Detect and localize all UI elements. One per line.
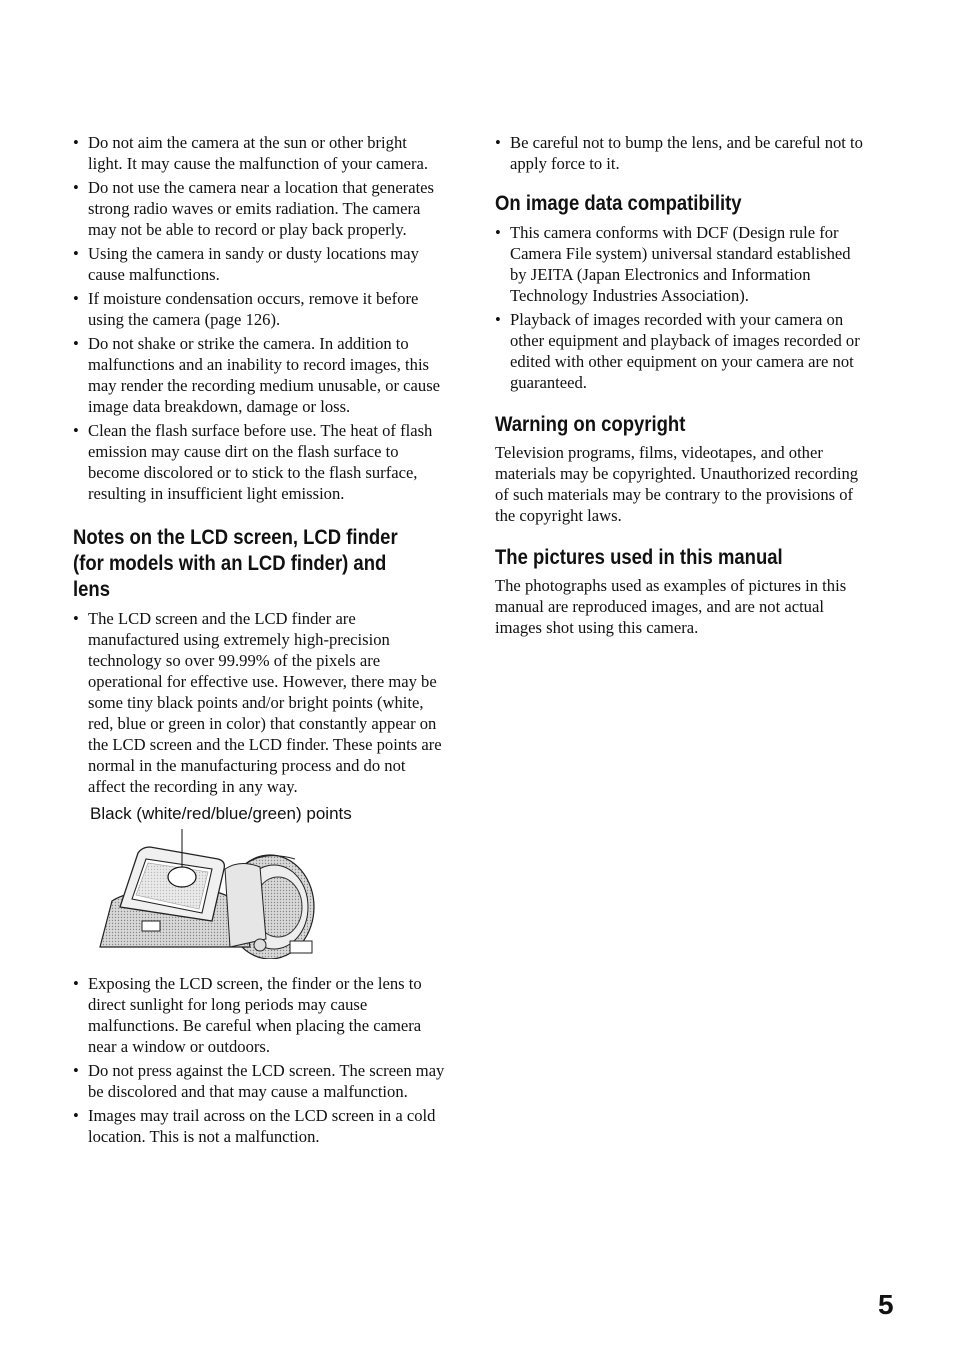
list-item: • Do not use the camera near a location that generates strong radio waves or emits radiation. The camera may not be able to record or play back properly.	[73, 177, 445, 240]
lcd-cautions-list	[73, 973, 445, 1147]
list-item: • Do not press against the LCD screen. The screen may be discolored and that may cause a malfunction.	[73, 1060, 445, 1102]
heading-line: (for models with an LCD finder) and	[73, 551, 387, 575]
figure-caption: Black (white/red/blue/green) points	[90, 804, 352, 823]
page-number: 5	[878, 1289, 894, 1320]
copyright-heading: Warning on copyright	[495, 412, 686, 436]
general-precautions-list	[73, 132, 445, 504]
list-item: • Clean the flash surface before use. The heat of flash emission may cause dirt on the flash surface to become discolored or to stick to the flash surface, resulting in insufficient light emission.	[73, 420, 445, 504]
right-column	[495, 132, 865, 638]
compatibility-list	[495, 222, 865, 393]
list-item: • Exposing the LCD screen, the finder or the lens to direct sunlight for long periods may cause malfunctions. Be careful when placing the camera near a window or outdoors.	[73, 973, 445, 1057]
heading-line: lens	[73, 577, 111, 601]
pictures-text: The photographs used as examples of pictures in this manual are reproduced images, and are not actual images shot using this camera.	[495, 576, 847, 637]
list-item: • Be careful not to bump the lens, and be careful not to apply force to it.	[495, 132, 865, 174]
list-item: • Playback of images recorded with your camera on other equipment and playback of images recorded or edited with other equipment on your camera are not guaranteed.	[495, 309, 865, 393]
lcd-notes-list	[73, 608, 445, 797]
heading-line: Notes on the LCD screen, LCD finder	[73, 525, 398, 549]
list-item: • This camera conforms with DCF (Design rule for Camera File system) universal standard established by JEITA (Japan Electronics and Information Technology Industries Association).	[495, 222, 865, 306]
list-item: • The LCD screen and the LCD finder are manufactured using extremely high-precision technology so over 99.99% of the pixels are operational for effective use. However, there may be some tiny black points and/or bright points (white, red, blue or green in color) that constantly appear on the LCD screen and the LCD finder. These points are normal in the manufacturing process and do not affect the recording in any way.	[73, 608, 445, 797]
camera-lcd-illustration	[90, 829, 330, 959]
lens-caution-list	[495, 132, 865, 174]
pictures-heading: The pictures used in this manual	[495, 545, 783, 569]
list-item: • Using the camera in sandy or dusty locations may cause malfunctions.	[73, 243, 445, 285]
lcd-notes-heading	[73, 524, 398, 602]
list-item: • Images may trail across on the LCD screen in a cold location. This is not a malfunction.	[73, 1105, 445, 1147]
list-item: • If moisture condensation occurs, remove it before using the camera (page 126).	[73, 288, 445, 330]
list-item: • Do not aim the camera at the sun or other bright light. It may cause the malfunction of your camera.	[73, 132, 445, 174]
camera-icon	[90, 829, 330, 959]
compatibility-heading: On image data compatibility	[495, 191, 742, 215]
list-item: • Do not shake or strike the camera. In addition to malfunctions and an inability to record images, this may render the recording medium unusable, or cause image data breakdown, damage or loss.	[73, 333, 445, 417]
left-column	[73, 132, 445, 1150]
copyright-text: Television programs, films, videotapes, and other materials may be copyrighted. Unauthorized recording of such materials may be contrary to the provisions of the copyright laws.	[495, 443, 859, 525]
